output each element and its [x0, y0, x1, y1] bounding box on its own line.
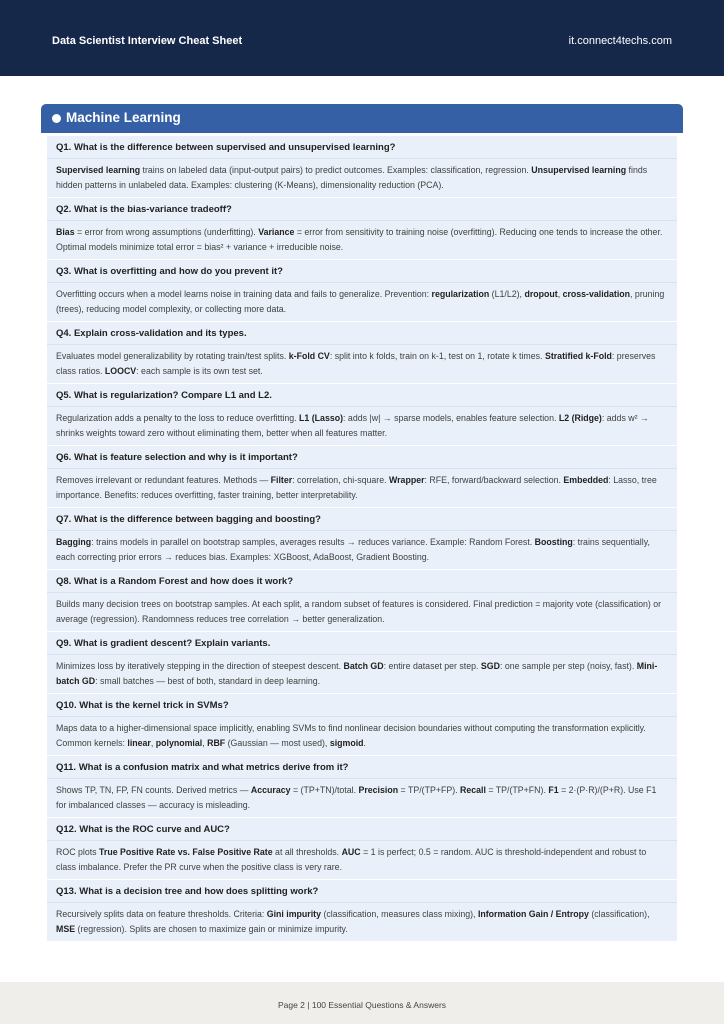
site-url: it.connect4techs.com	[568, 35, 672, 47]
answer-text-segment: Minimizes loss by iteratively stepping in the direction of steepest descent.	[56, 661, 344, 671]
answer-text	[47, 345, 677, 383]
answer-text-segment: finds hidden patterns in unlabeled data. Examples: clustering (K-Means), dimensionality reduction (PCA).	[56, 165, 648, 190]
question-text: Q11. What is a confusion matrix and what metrics derive from it?	[47, 756, 677, 779]
answer-text	[47, 593, 677, 631]
answer-text-segment: Shows TP, TN, FP, FN counts. Derived metrics —	[56, 785, 251, 795]
answer-text	[47, 221, 677, 259]
answer-bold-term: Supervised learning	[56, 165, 141, 175]
question-text: Q7. What is the difference between bagging and boosting?	[47, 508, 677, 531]
qa-item	[47, 756, 677, 817]
answer-bold-term: RBF	[207, 737, 226, 748]
answer-bold-term: Information Gain / Entropy	[477, 909, 589, 919]
answer-bold-term: Unsupervised learning	[531, 165, 627, 175]
answer-text-segment: = (TP+TN)/total.	[290, 785, 359, 795]
answer-text-segment: : entire dataset per step.	[383, 661, 481, 671]
answer-bold-term: regularization	[431, 289, 490, 299]
answer-text-segment: , pruning (trees), reducing model complexity, or collecting more data.	[56, 289, 665, 314]
question-text: Q13. What is a decision tree and how does splitting work?	[47, 880, 677, 903]
answer-bold-term: dropout	[524, 289, 558, 299]
answer-bold-term: Precision	[358, 785, 399, 795]
answer-text-segment: = error from sensitivity to training noise (overfitting). Reducing one tends to increase the other. Optimal models minimize total error = bias² + variance + irreducible noise.	[56, 227, 663, 252]
answer-text	[47, 531, 677, 569]
answer-bold-term: Boosting	[534, 537, 573, 547]
answer-text-segment: : trains sequentially, each correcting prior errors → reduces bias. Examples: XGBoost, AdaBoost, Gradient Boosting.	[56, 537, 650, 562]
answer-text-segment: (L1/L2),	[489, 289, 525, 299]
qa-item	[47, 384, 677, 445]
qa-list	[47, 136, 677, 942]
answer-bold-term: F1	[548, 785, 559, 795]
answer-text-segment: = 1 is perfect; 0.5 = random. AUC is threshold-independent and robust to class imbalance. Prefer the PR curve when the positive class is very rare.	[56, 847, 647, 872]
answer-text-segment: Maps data to a higher-dimensional space implicitly, enabling SVMs to find nonlinear decision boundaries without computing the transformation explicitly. Common kernels:	[56, 723, 646, 748]
answer-text-segment: ,	[557, 289, 563, 299]
answer-text-segment: ,	[202, 737, 208, 748]
answer-text-segment: (regression). Splits are chosen to maximize gain or minimize impurity.	[75, 923, 348, 934]
question-text: Q3. What is overfitting and how do you prevent it?	[47, 260, 677, 283]
answer-bold-term: Gini impurity	[266, 909, 321, 919]
answer-bold-term: Bias	[56, 227, 75, 237]
question-text: Q9. What is gradient descent? Explain variants.	[47, 632, 677, 655]
qa-item	[47, 446, 677, 507]
answer-text-segment: : adds w² → shrinks weights toward zero without eliminating them, better when all features matter.	[56, 413, 649, 438]
answer-text-segment: Overfitting occurs when a model learns noise in training data and fails to generalize. Prevention:	[56, 289, 432, 299]
answer-text-segment: trains on labeled data (input-output pairs) to predict outcomes. Examples: classification, regression.	[140, 165, 532, 175]
answer-text-segment: = error from wrong assumptions (underfitting).	[74, 227, 259, 237]
page-footer	[0, 982, 724, 1024]
answer-bold-term: sigmoid	[329, 737, 364, 748]
answer-text-segment: Regularization adds a penalty to the loss to reduce overfitting.	[56, 413, 300, 423]
answer-bold-term: Batch GD	[343, 661, 384, 671]
answer-bold-term: SGD	[480, 661, 500, 671]
answer-text-segment: = 2·(P·R)/(P+R). Use F1 for imbalanced classes — accuracy is misleading.	[56, 785, 657, 810]
answer-text	[47, 779, 677, 817]
qa-item	[47, 198, 677, 259]
answer-text-segment: : preserves class ratios.	[56, 351, 656, 376]
qa-item	[47, 880, 677, 941]
answer-bold-term: Embedded	[563, 475, 609, 485]
answer-text	[47, 407, 677, 445]
question-text: Q8. What is a Random Forest and how does it work?	[47, 570, 677, 593]
answer-bold-term: AUC	[341, 847, 361, 857]
answer-text-segment: : each sample is its own test set.	[136, 365, 263, 376]
answer-text-segment: = TP/(TP+FN).	[485, 785, 549, 795]
answer-bold-term: Stratified k-Fold	[544, 351, 612, 361]
answer-text	[47, 841, 677, 879]
qa-item	[47, 322, 677, 383]
answer-text-segment: : adds |w| → sparse models, enables feature selection.	[343, 413, 559, 423]
answer-bold-term: LOOCV	[104, 365, 137, 376]
answer-text	[47, 159, 677, 197]
answer-text	[47, 283, 677, 321]
answer-text-segment: ROC plots	[56, 847, 100, 857]
answer-bold-term: Mini-batch GD	[56, 661, 658, 686]
section-header	[41, 104, 683, 133]
answer-text-segment: (classification, measures class mixing),	[321, 909, 478, 919]
qa-item	[47, 136, 677, 197]
answer-text	[47, 903, 677, 941]
answer-text-segment: : trains models in parallel on bootstrap samples, averages results → reduces variance. Example: Random Forest.	[91, 537, 535, 547]
question-text: Q5. What is regularization? Compare L1 and L2.	[47, 384, 677, 407]
qa-item	[47, 818, 677, 879]
answer-bold-term: Wrapper	[388, 475, 425, 485]
answer-text-segment: : Lasso, tree importance. Benefits: reduces overfitting, faster training, better interpretability.	[56, 475, 657, 500]
qa-item	[47, 260, 677, 321]
answer-text-segment: ,	[150, 737, 156, 748]
answer-bold-term: k-Fold CV	[288, 351, 330, 361]
qa-item	[47, 632, 677, 693]
question-text: Q12. What is the ROC curve and AUC?	[47, 818, 677, 841]
answer-bold-term: Variance	[258, 227, 295, 237]
section-title: Machine Learning	[66, 110, 181, 125]
document-title: Data Scientist Interview Cheat Sheet	[52, 35, 243, 47]
question-text: Q10. What is the kernel trick in SVMs?	[47, 694, 677, 717]
answer-bold-term: L1 (Lasso)	[299, 413, 344, 423]
answer-text-segment: : RFE, forward/backward selection.	[424, 475, 564, 485]
answer-bold-term: True Positive Rate vs. False Positive Rate	[99, 847, 273, 857]
answer-bold-term: cross-validation	[562, 289, 631, 299]
bullet-dot-icon	[52, 114, 61, 123]
page-header	[0, 0, 724, 76]
answer-text-segment: (classification),	[588, 909, 650, 919]
question-text: Q2. What is the bias-variance tradeoff?	[47, 198, 677, 221]
answer-bold-term: Recall	[460, 785, 486, 795]
answer-bold-term: polynomial	[155, 737, 203, 748]
answer-text-segment: : one sample per step (noisy, fast).	[500, 661, 637, 671]
answer-text	[47, 469, 677, 507]
answer-bold-term: Accuracy	[250, 785, 291, 795]
answer-bold-term: L2 (Ridge)	[558, 413, 602, 423]
answer-bold-term: linear	[127, 737, 151, 748]
question-text: Q6. What is feature selection and why is it important?	[47, 446, 677, 469]
answer-text-segment: .	[363, 737, 366, 748]
answer-text-segment: = TP/(TP+FP).	[398, 785, 461, 795]
answer-text	[47, 717, 677, 755]
answer-text-segment: Recursively splits data on feature thresholds. Criteria:	[56, 909, 267, 919]
answer-bold-term: Bagging	[56, 537, 92, 547]
answer-text	[47, 655, 677, 693]
answer-text-segment: Evaluates model generalizability by rotating train/test splits.	[56, 351, 289, 361]
answer-bold-term: MSE	[56, 923, 76, 934]
footer-text: Page 2 | 100 Essential Questions & Answers	[277, 1000, 447, 1010]
answer-text-segment: Removes irrelevant or redundant features. Methods —	[56, 475, 271, 485]
qa-item	[47, 694, 677, 755]
question-text: Q1. What is the difference between supervised and unsupervised learning?	[47, 136, 677, 159]
answer-text-segment: : correlation, chi-square.	[292, 475, 389, 485]
answer-text-segment: at all thresholds.	[272, 847, 342, 857]
answer-text-segment: Builds many decision trees on bootstrap samples. At each split, a random subset of features is considered. Final prediction = majority vote (classification) or average (regression). Randomness reduces tree correlation → better generalization.	[56, 599, 662, 624]
answer-bold-term: Filter	[270, 475, 293, 485]
answer-text-segment: : split into k folds, train on k-1, test on 1, rotate k times.	[329, 351, 545, 361]
question-text: Q4. Explain cross-validation and its types.	[47, 322, 677, 345]
qa-item	[47, 508, 677, 569]
answer-text-segment: : small batches — best of both, standard in deep learning.	[95, 675, 321, 686]
answer-text-segment: (Gaussian — most used),	[225, 737, 330, 748]
qa-item	[47, 570, 677, 631]
